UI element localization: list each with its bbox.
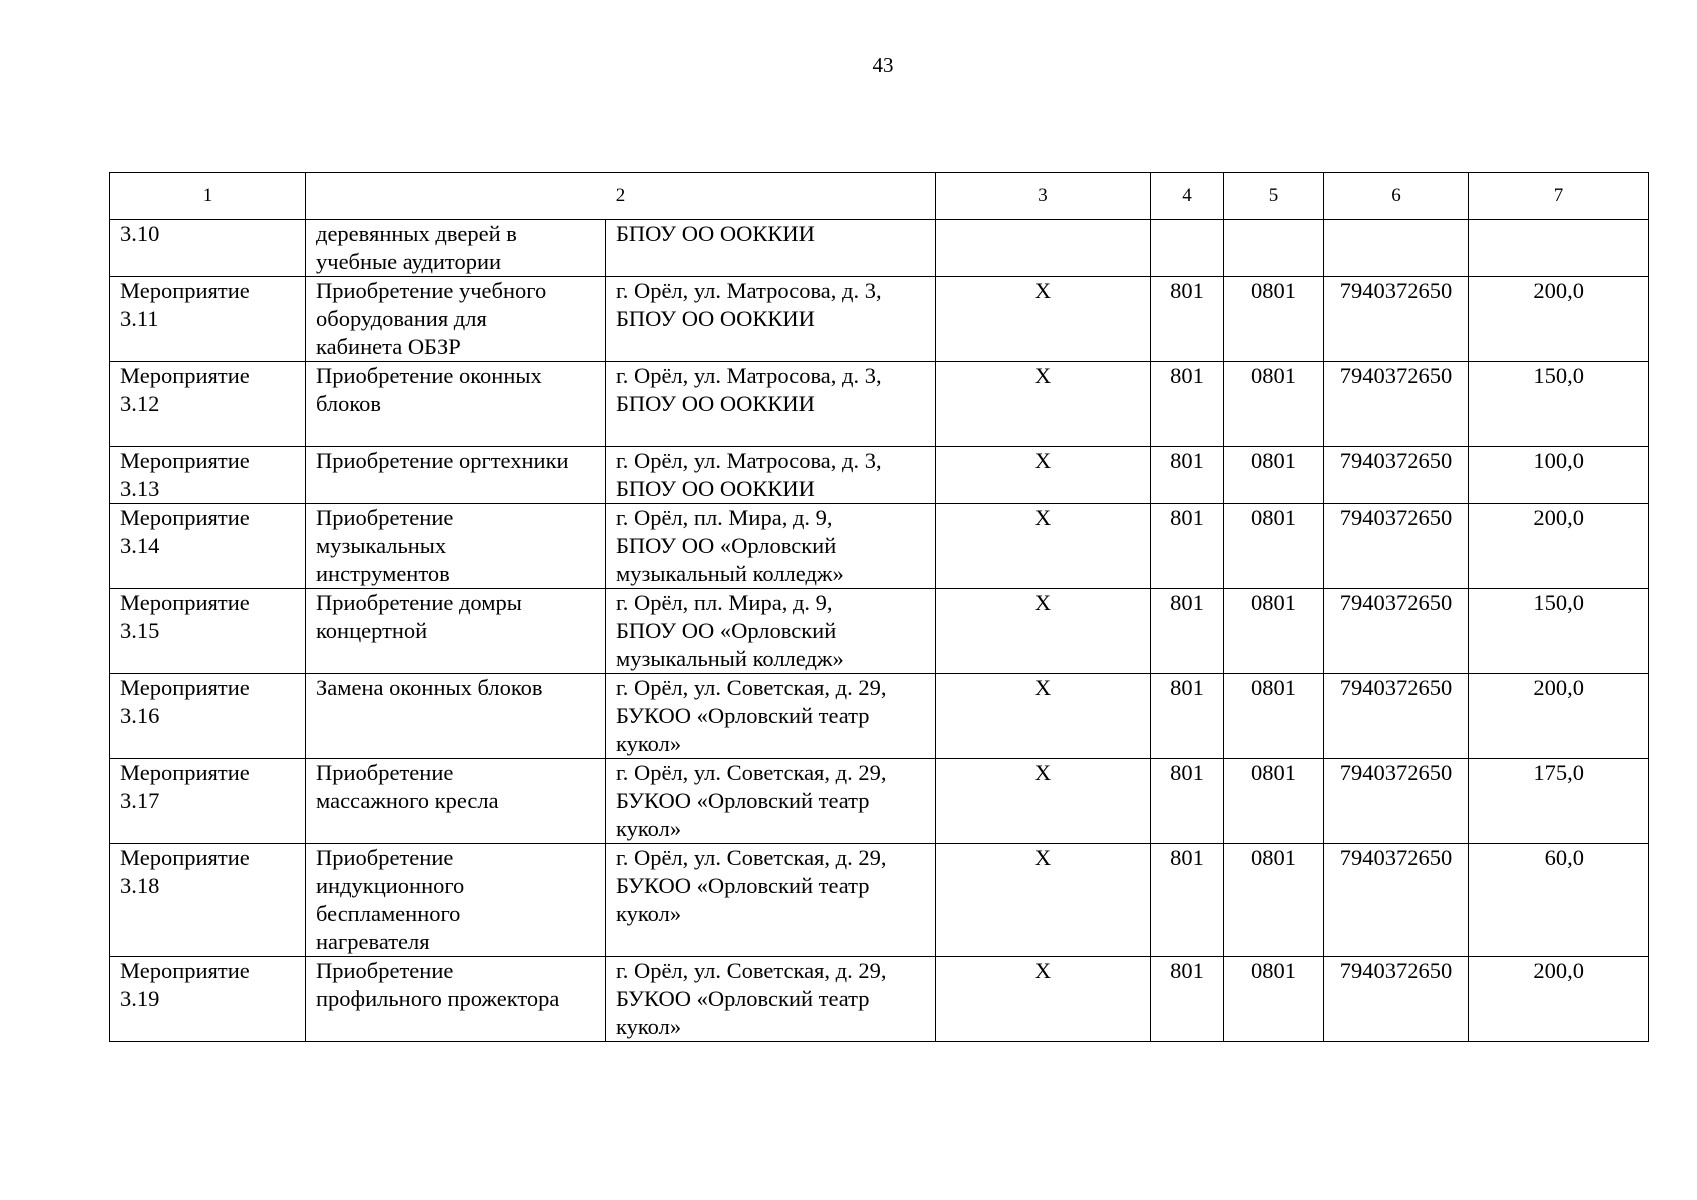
amount-cell: 150,0 [1469, 362, 1649, 447]
table-row [110, 277, 1649, 362]
col5-cell: 0801 [1224, 844, 1324, 957]
measure-name-cell-line: Приобретение домры [316, 590, 522, 615]
header-cell-4: 4 [1151, 173, 1224, 220]
measure-name-cell [306, 759, 606, 844]
col4-cell: 801 [1151, 589, 1224, 674]
measure-name-cell-line: учебные аудитории [316, 249, 502, 274]
measures-table [109, 172, 1649, 1042]
col3-cell: X [936, 844, 1151, 957]
measure-name-cell-line: оборудования для [316, 306, 487, 331]
measure-address-cell-line: г. Орёл, ул. Матросова, д. 3, [616, 278, 882, 303]
measure-address-cell-line: БУКОО «Орловский театр [616, 873, 870, 898]
measure-address-cell [606, 447, 936, 504]
measure-id-cell [110, 504, 306, 589]
col4-cell: 801 [1151, 504, 1224, 589]
measure-id-cell [110, 362, 306, 447]
amount-cell: 200,0 [1469, 957, 1649, 1042]
col5-cell: 0801 [1224, 674, 1324, 759]
col4-cell: 801 [1151, 362, 1224, 447]
col3-cell: X [936, 674, 1151, 759]
measure-name-cell-line: концертной [316, 618, 428, 643]
measure-name-cell-line: Приобретение оргтехники [316, 448, 569, 473]
measure-address-cell-line: БУКОО «Орловский театр [616, 703, 870, 728]
measure-address-cell-line: БПОУ ОО ООККИИ [616, 476, 815, 501]
measure-address-cell-line: БПОУ ОО ООККИИ [616, 306, 815, 331]
measure-id-cell-line: Мероприятие [120, 760, 250, 785]
measure-address-cell [606, 844, 936, 957]
amount-cell: 60,0 [1469, 844, 1649, 957]
amount-cell: 200,0 [1469, 674, 1649, 759]
measure-id-cell-line: 3.19 [120, 986, 160, 1011]
col4-cell: 801 [1151, 844, 1224, 957]
col6-cell: 7940372650 [1324, 957, 1469, 1042]
col6-cell: 7940372650 [1324, 759, 1469, 844]
header-cell-3: 3 [936, 173, 1151, 220]
measure-name-cell-line: массажного кресла [316, 788, 499, 813]
measure-address-cell-line: г. Орёл, ул. Советская, д. 29, [616, 958, 887, 983]
measure-id-cell [110, 844, 306, 957]
measure-address-cell-line: г. Орёл, пл. Мира, д. 9, [616, 590, 833, 615]
measure-address-cell-line: г. Орёл, ул. Советская, д. 29, [616, 845, 887, 870]
col3-cell: X [936, 447, 1151, 504]
header-row [110, 173, 1649, 220]
measure-name-cell-line: кабинета ОБЗР [316, 334, 461, 359]
measure-address-cell [606, 759, 936, 844]
amount-cell [1469, 220, 1649, 277]
table-row [110, 362, 1649, 447]
measure-address-cell-line: г. Орёл, ул. Матросова, д. 3, [616, 363, 882, 388]
measure-id-cell-line: Мероприятие [120, 958, 250, 983]
measure-id-cell [110, 759, 306, 844]
measure-address-cell-line: БПОУ ОО ООККИИ [616, 391, 815, 416]
measure-name-cell-line: инструментов [316, 561, 450, 586]
col3-cell [936, 220, 1151, 277]
col4-cell: 801 [1151, 447, 1224, 504]
col6-cell: 7940372650 [1324, 362, 1469, 447]
col6-cell: 7940372650 [1324, 589, 1469, 674]
measure-name-cell [306, 504, 606, 589]
measure-id-cell-line: 3.14 [120, 533, 160, 558]
amount-cell: 175,0 [1469, 759, 1649, 844]
table-row [110, 844, 1649, 957]
measure-name-cell-line: Приобретение [316, 845, 454, 870]
measure-address-cell [606, 589, 936, 674]
col4-cell: 801 [1151, 957, 1224, 1042]
measure-address-cell-line: кукол» [616, 816, 682, 841]
measure-address-cell-line: кукол» [616, 901, 682, 926]
table-row [110, 759, 1649, 844]
measure-name-cell-line: нагревателя [316, 929, 430, 954]
measure-address-cell-line: музыкальный колледж» [616, 646, 844, 671]
col4-cell: 801 [1151, 674, 1224, 759]
measure-address-cell-line: БПОУ ОО ООККИИ [616, 221, 815, 246]
measure-name-cell [306, 362, 606, 447]
measure-address-cell-line: кукол» [616, 731, 682, 756]
col3-cell: X [936, 759, 1151, 844]
col3-cell: X [936, 362, 1151, 447]
measure-name-cell-line: Замена оконных блоков [316, 675, 543, 700]
measure-name-cell-line: беспламенного [316, 901, 461, 926]
col3-cell: X [936, 589, 1151, 674]
header-cell-1: 1 [110, 173, 306, 220]
measure-name-cell-line: Приобретение учебного [316, 278, 547, 303]
col3-cell: X [936, 277, 1151, 362]
measure-name-cell [306, 674, 606, 759]
col6-cell: 7940372650 [1324, 674, 1469, 759]
col6-cell: 7940372650 [1324, 504, 1469, 589]
measure-name-cell-line: деревянных дверей в [316, 221, 517, 246]
measure-address-cell [606, 674, 936, 759]
col6-cell: 7940372650 [1324, 844, 1469, 957]
col5-cell: 0801 [1224, 957, 1324, 1042]
col5-cell: 0801 [1224, 504, 1324, 589]
measure-name-cell [306, 589, 606, 674]
measure-id-cell [110, 447, 306, 504]
col3-cell: X [936, 504, 1151, 589]
measure-id-cell-line: Мероприятие [120, 675, 250, 700]
measure-name-cell [306, 957, 606, 1042]
measure-id-cell [110, 589, 306, 674]
measure-id-cell [110, 277, 306, 362]
col6-cell: 7940372650 [1324, 277, 1469, 362]
table-row [110, 589, 1649, 674]
measure-name-cell-line: профильного прожектора [316, 986, 560, 1011]
header-cell-2: 2 [306, 173, 936, 220]
col3-cell: X [936, 957, 1151, 1042]
measure-id-cell-line: Мероприятие [120, 505, 250, 530]
measure-name-cell-line: Приобретение [316, 760, 454, 785]
measure-id-cell-line: Мероприятие [120, 448, 250, 473]
col4-cell: 801 [1151, 759, 1224, 844]
amount-cell: 200,0 [1469, 277, 1649, 362]
measure-id-cell-line: 3.15 [120, 618, 160, 643]
col6-cell: 7940372650 [1324, 447, 1469, 504]
measure-address-cell [606, 277, 936, 362]
measure-id-cell [110, 220, 306, 277]
measure-name-cell [306, 277, 606, 362]
header-cell-5: 5 [1224, 173, 1324, 220]
measure-id-cell-line: 3.12 [120, 391, 160, 416]
amount-cell: 150,0 [1469, 589, 1649, 674]
measure-address-cell-line: г. Орёл, ул. Советская, д. 29, [616, 760, 887, 785]
measure-address-cell-line: г. Орёл, ул. Матросова, д. 3, [616, 448, 882, 473]
measure-name-cell-line: индукционного [316, 873, 465, 898]
measure-address-cell-line: г. Орёл, пл. Мира, д. 9, [616, 505, 833, 530]
table-row [110, 447, 1649, 504]
header-cell-6: 6 [1324, 173, 1469, 220]
measure-address-cell [606, 220, 936, 277]
col5-cell [1224, 220, 1324, 277]
page-number: 43 [872, 53, 894, 77]
amount-cell: 200,0 [1469, 504, 1649, 589]
measure-name-cell-line: музыкальных [316, 533, 447, 558]
measure-name-cell-line: Приобретение [316, 958, 454, 983]
measure-id-cell [110, 957, 306, 1042]
measure-address-cell-line: БПОУ ОО «Орловский [616, 618, 837, 643]
measure-address-cell-line: кукол» [616, 1014, 682, 1039]
measure-id-cell-line: Мероприятие [120, 278, 250, 303]
measure-id-cell-line: 3.11 [120, 306, 159, 331]
measure-name-cell-line: Приобретение оконных [316, 363, 542, 388]
measure-id-cell [110, 674, 306, 759]
col4-cell [1151, 220, 1224, 277]
measure-address-cell-line: БПОУ ОО «Орловский [616, 533, 837, 558]
measure-id-cell-line: Мероприятие [120, 845, 250, 870]
measure-address-cell-line: музыкальный колледж» [616, 561, 844, 586]
col5-cell: 0801 [1224, 589, 1324, 674]
col5-cell: 0801 [1224, 447, 1324, 504]
col4-cell: 801 [1151, 277, 1224, 362]
measure-id-cell-line: 3.18 [120, 873, 160, 898]
measure-id-cell-line: Мероприятие [120, 590, 250, 615]
measure-name-cell [306, 447, 606, 504]
table-row [110, 504, 1649, 589]
table-row [110, 220, 1649, 277]
col5-cell: 0801 [1224, 759, 1324, 844]
measure-name-cell [306, 844, 606, 957]
col5-cell: 0801 [1224, 277, 1324, 362]
table-row [110, 957, 1649, 1042]
measure-address-cell [606, 362, 936, 447]
measure-name-cell-line: Приобретение [316, 505, 454, 530]
measure-id-cell-line: 3.13 [120, 476, 160, 501]
measure-name-cell-line: блоков [316, 391, 382, 416]
measure-id-cell-line: 3.17 [120, 788, 160, 813]
table-row [110, 674, 1649, 759]
measure-address-cell [606, 504, 936, 589]
col5-cell: 0801 [1224, 362, 1324, 447]
col6-cell [1324, 220, 1469, 277]
measure-id-cell-line: Мероприятие [120, 363, 250, 388]
measure-name-cell [306, 220, 606, 277]
amount-cell: 100,0 [1469, 447, 1649, 504]
measure-address-cell-line: БУКОО «Орловский театр [616, 788, 870, 813]
measure-address-cell [606, 957, 936, 1042]
measure-id-cell-line: 3.10 [120, 221, 160, 246]
measure-address-cell-line: БУКОО «Орловский театр [616, 986, 870, 1011]
header-cell-7: 7 [1469, 173, 1649, 220]
measure-address-cell-line: г. Орёл, ул. Советская, д. 29, [616, 675, 887, 700]
measure-id-cell-line: 3.16 [120, 703, 160, 728]
